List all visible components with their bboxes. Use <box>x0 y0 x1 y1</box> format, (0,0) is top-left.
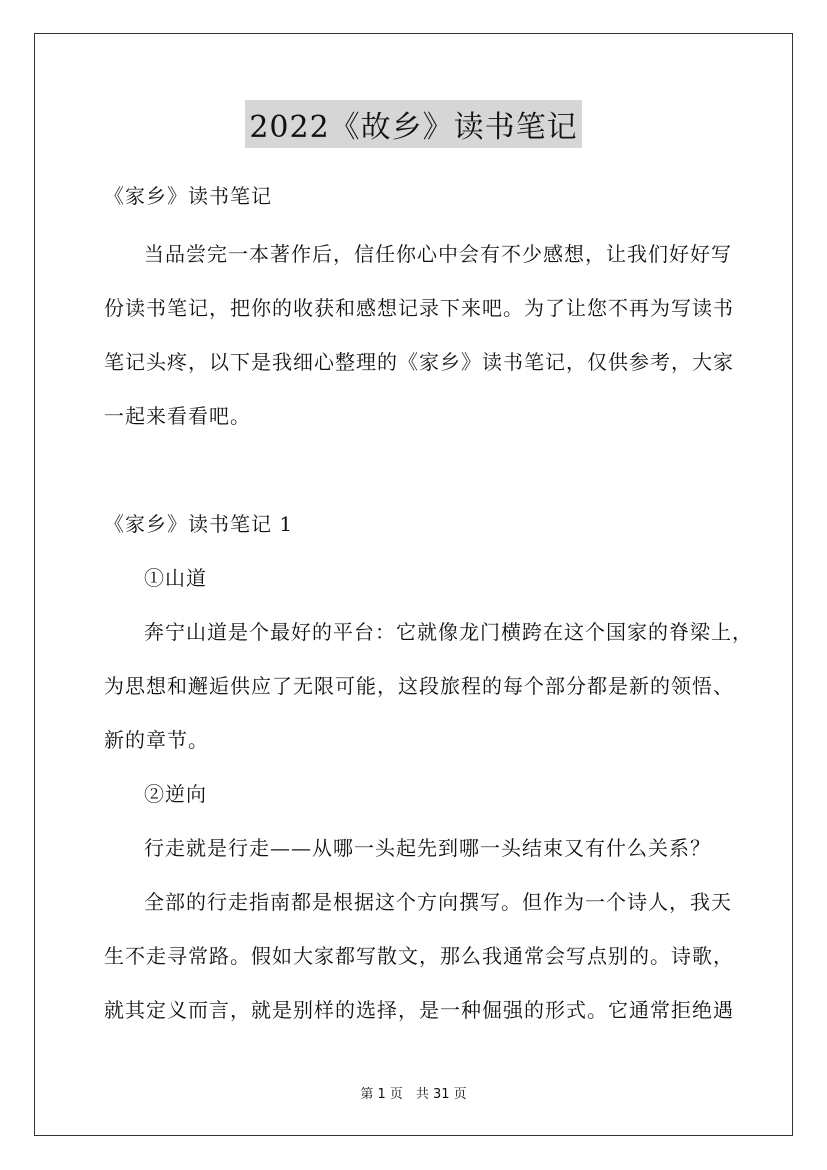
section-heading: 《家乡》读书笔记 <box>104 184 272 208</box>
paragraph-line: 全部的行走指南都是根据这个方向撰写。但作为一个诗人，我天 <box>144 890 732 914</box>
paragraph-line: 笔记头疼，以下是我细心整理的《家乡》读书笔记，仅供参考，大家 <box>104 350 734 374</box>
paragraph-line: 奔宁山道是个最好的平台：它就像龙门横跨在这个国家的脊梁上， <box>144 620 753 644</box>
section-heading: 《家乡》读书笔记 1 <box>104 512 294 536</box>
subheading: ②逆向 <box>144 782 207 806</box>
paragraph-line: 行走就是行走——从哪一头起先到哪一头结束又有什么关系？ <box>144 836 711 860</box>
paragraph-line: 一起来看看吧。 <box>104 404 251 428</box>
document-title: 2022《故乡》读书笔记 <box>245 100 581 148</box>
document-title-wrapper <box>0 100 827 148</box>
paragraph-line: 新的章节。 <box>104 728 209 752</box>
subheading: ①山道 <box>144 566 207 590</box>
paragraph-line: 就其定义而言，就是别样的选择，是一种倔强的形式。它通常拒绝遇 <box>104 998 734 1022</box>
paragraph-line: 份读书笔记，把你的收获和感想记录下来吧。为了让您不再为写读书 <box>104 296 734 320</box>
paragraph-line: 生不走寻常路。假如大家都写散文，那么我通常会写点别的。诗歌， <box>104 944 734 968</box>
paragraph-line: 当品尝完一本著作后，信任你心中会有不少感想，让我们好好写 <box>144 242 732 266</box>
paragraph-line: 为思想和邂逅供应了无限可能，这段旅程的每个部分都是新的领悟、 <box>104 674 734 698</box>
page-footer: 第 1 页 共 31 页 <box>360 1087 467 1102</box>
